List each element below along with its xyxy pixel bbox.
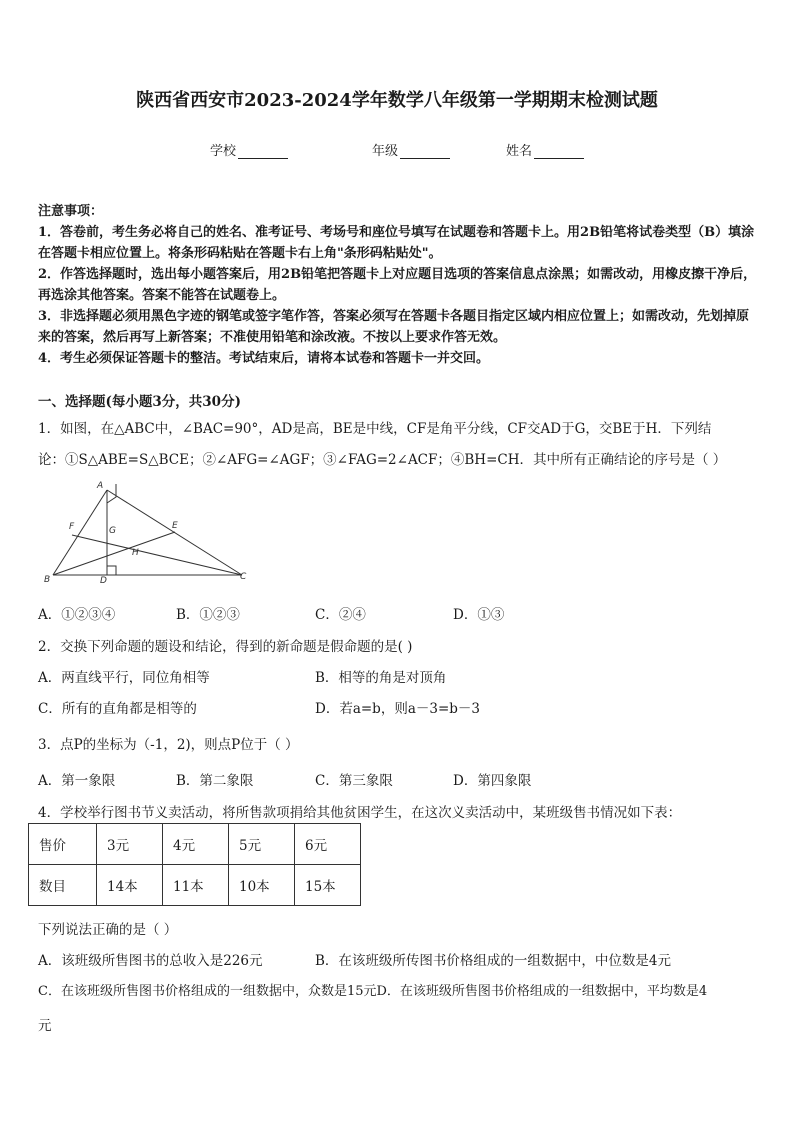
page-title: 陕西省西安市2023-2024学年数学八年级第一学期期末检测试题 [136, 90, 658, 111]
table-row [29, 824, 361, 865]
table-cell: 15本 [295, 865, 361, 906]
q1-stem-line1: 1．如图，在△ABC中，∠BAC=90°，AD是高，BE是中线，CF是角平分线，CF交AD于G，交BE于H．下列结 [38, 421, 712, 437]
label-D: D [100, 576, 107, 586]
label-B: B [44, 575, 51, 585]
table-cell: 6元 [295, 824, 361, 865]
label-G: G [109, 526, 116, 536]
q4-stem: 4．学校举行图书节义卖活动，将所售款项捐给其他贫困学生，在这次义卖活动中，某班级售书情况如下表： [38, 805, 682, 821]
q1-option-d: D．①③ [453, 607, 505, 623]
grade-field [372, 140, 450, 159]
school-blank [238, 144, 288, 159]
label-F: F [69, 522, 75, 532]
q3-option-d: D．第四象限 [453, 773, 532, 789]
notice-item-2: 2．作答选择题时，选出每小题答案后，用2B铅笔把答题卡上对应题目选项的答案信息点涂黑；如需改动，用橡皮擦干净后，再选涂其他答案。答案不能答在试题卷上。 [38, 267, 757, 303]
q4-option-d-tail: 元 [38, 1018, 52, 1034]
q2-stem: 2．交换下列命题的题设和结论，得到的新命题是假命题的是( ) [38, 639, 413, 655]
section-heading: 一、选择题(每小题3分，共30分) [38, 394, 241, 410]
q3-option-a: A．第一象限 [38, 773, 116, 789]
q4-prompt: 下列说法正确的是（ ） [38, 922, 178, 938]
q1-triangle-figure [40, 475, 255, 587]
name-blank [534, 144, 584, 159]
q1-stem-line2: 论：①S△ABE=S△BCE；②∠AFG=∠AGF；③∠FAG=2∠ACF；④BH=CH．其中所有正确结论的序号是（ ） [38, 452, 727, 468]
q4-sales-table [28, 823, 361, 906]
q2-option-a: A．两直线平行，同位角相等 [38, 670, 210, 686]
table-cell: 3元 [97, 824, 163, 865]
q3-option-c: C．第三象限 [315, 773, 393, 789]
q4-option-a: A．该班级所售图书的总收入是226元 [38, 953, 263, 969]
school-label: 学校 [210, 144, 237, 159]
q2-option-b: B．相等的角是对顶角 [315, 670, 447, 686]
label-A: A [97, 481, 104, 491]
q1-option-b: B．①②③ [176, 607, 240, 623]
q4-option-c-d: C．在该班级所售图书价格组成的一组数据中，众数是15元D．在该班级所售图书价格组成的一组数据中，平均数是4 [38, 984, 708, 999]
table-cell: 11本 [163, 865, 229, 906]
q3-stem: 3．点P的坐标为（-1，2)，则点P位于（ ） [38, 737, 299, 753]
grade-blank [400, 144, 450, 159]
table-cell: 售价 [29, 824, 97, 865]
table-cell: 数目 [29, 865, 97, 906]
notice-item-4: 4．考生必须保证答题卡的整洁。考试结束后，请将本试卷和答题卡一并交回。 [38, 351, 490, 366]
q2-option-d: D．若a=b，则a－3=b－3 [315, 701, 481, 717]
table-cell: 10本 [229, 865, 295, 906]
q2-option-c: C．所有的直角都是相等的 [38, 701, 197, 717]
table-cell: 14本 [97, 865, 163, 906]
grade-label: 年级 [372, 144, 399, 159]
label-H: H [132, 548, 139, 558]
table-cell: 5元 [229, 824, 295, 865]
q3-option-b: B．第二象限 [176, 773, 254, 789]
label-E: E [172, 521, 178, 531]
q1-option-a: A．①②③④ [38, 607, 116, 623]
q1-option-c: C．②④ [315, 607, 366, 623]
label-C: C [240, 572, 247, 582]
table-row [29, 865, 361, 906]
q4-option-b: B．在该班级所传图书价格组成的一组数据中，中位数是4元 [315, 953, 672, 969]
school-field [210, 140, 288, 159]
name-label: 姓名 [506, 144, 533, 159]
notice-heading: 注意事项： [38, 204, 104, 219]
notice-item-3: 3．非选择题必须用黑色字迹的钢笔或签字笔作答，答案必须写在答题卡各题目指定区域内相应位置上；如需改动，先划掉原来的答案，然后再写上新答案；不准使用铅笔和涂改液。不按以上要求作答无效。 [38, 309, 750, 345]
table-cell: 4元 [163, 824, 229, 865]
notice-item-1: 1．答卷前，考生务必将自己的姓名、准考证号、考场号和座位号填写在试题卷和答题卡上。用2B铅笔将试卷类型（B）填涂在答题卡相应位置上。将条形码粘贴在答题卡右上角"条形码粘贴处"。 [38, 225, 755, 261]
name-field [506, 140, 584, 159]
